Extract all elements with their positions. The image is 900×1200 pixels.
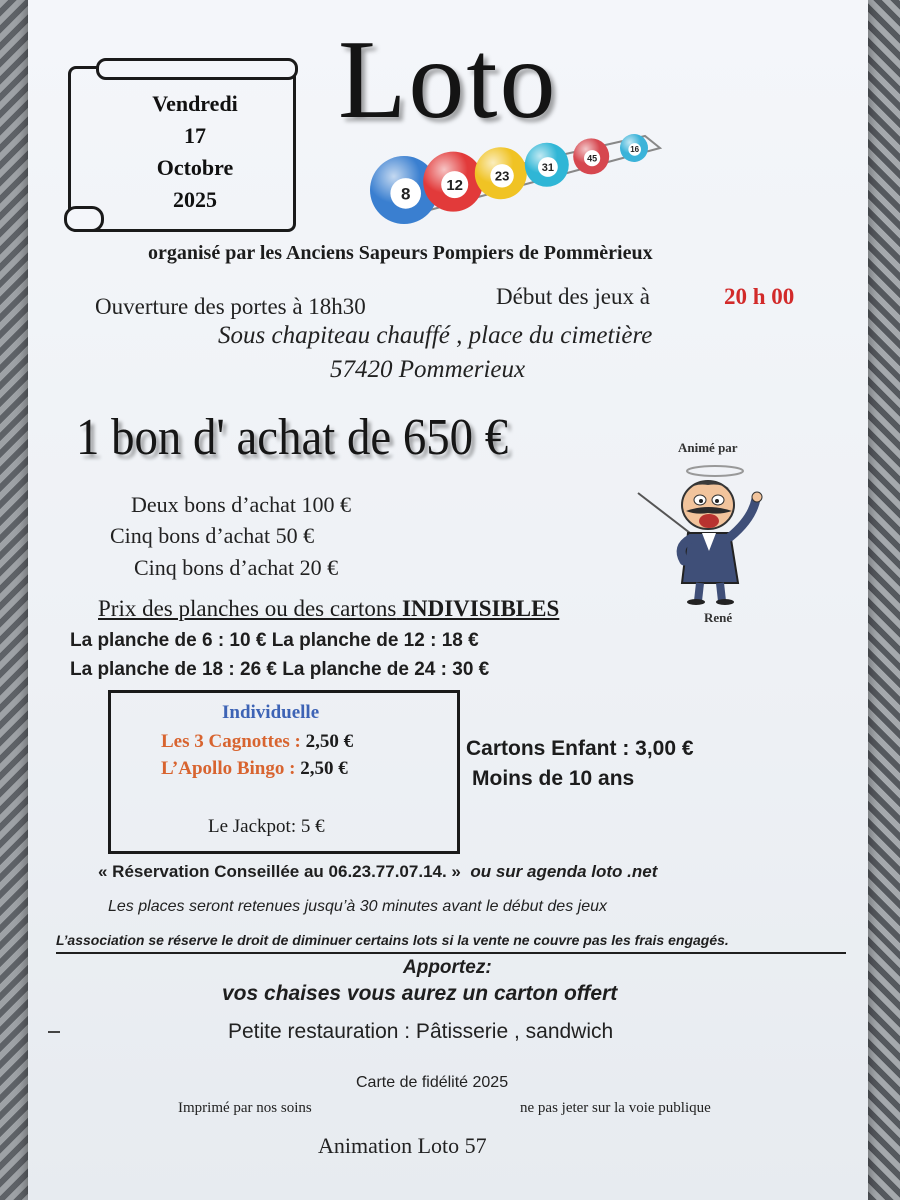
date-month: Octobre	[156, 155, 234, 180]
event-date	[100, 88, 290, 216]
venue-line: Sous chapiteau chauffé , place du cimetière	[218, 322, 653, 349]
planches-heading-text: Prix des planches ou des cartons	[98, 596, 397, 621]
main-prize: 1 bon d' achat de 650 €	[76, 409, 509, 466]
restauration-line: Petite restauration : Pâtisserie , sandwich	[228, 1020, 614, 1043]
lottery-ball-number: 16	[630, 144, 640, 154]
lottery-ball-icon	[620, 134, 648, 162]
planche-prices-line: La planche de 18 : 26 € La planche de 24 : 30 €	[70, 659, 490, 680]
prize-item: Cinq bons d’achat 20 €	[134, 555, 339, 580]
lottery-ball-number: 45	[587, 153, 598, 164]
chaises-offer: vos chaises vous aurez un carton offert	[222, 982, 618, 1005]
date-year: 2025	[173, 187, 217, 212]
prize-item: Deux bons d’achat 100 €	[131, 492, 351, 517]
apollo-line	[161, 758, 348, 780]
lottery-ball-number: 12	[446, 177, 464, 194]
apollo-label: L’Apollo Bingo :	[161, 758, 296, 779]
lottery-balls-illustration	[360, 126, 670, 226]
cartons-enfant: Cartons Enfant : 3,00 €	[466, 737, 694, 760]
games-start-label: Début des jeux à	[496, 284, 650, 309]
lottery-ball-number: 8	[400, 184, 411, 204]
planches-heading-emphasis: INDIVISIBLES	[402, 596, 560, 621]
prize-item: Cinq bons d’achat 50 €	[110, 523, 315, 548]
lottery-ball-number: 31	[541, 161, 555, 174]
fidelite-card: Carte de fidélité 2025	[356, 1074, 509, 1091]
stray-mark	[48, 1031, 60, 1033]
disposal-note: ne pas jeter sur la voie publique	[520, 1100, 711, 1116]
animation-footer: Animation Loto 57	[318, 1133, 487, 1158]
date-day: 17	[184, 123, 206, 148]
lottery-ball-icon	[525, 143, 569, 187]
reservation-website: ou sur agenda loto .net	[470, 862, 658, 881]
cagnottes-line	[161, 731, 353, 753]
jackpot-price: Le Jackpot: 5 €	[208, 816, 325, 837]
reservation-phone: « Réservation Conseillée au 06.23.77.07.14. »	[98, 862, 461, 881]
lottery-ball-number: 23	[494, 168, 510, 184]
association-note: L’association se réserve le droit de diminuer certains lots si la vente ne couvre pas les frais engagés.	[56, 932, 729, 948]
cagnottes-label: Les 3 Cagnottes :	[161, 731, 301, 752]
opening-time: Ouverture des portes à 18h30	[95, 294, 366, 319]
venue-postcode: 57420 Pommerieux	[330, 356, 526, 383]
games-start-time: 20 h 00	[724, 284, 795, 309]
apportez-heading: Apportez:	[403, 957, 492, 978]
host-name: René	[704, 610, 733, 625]
cagnottes-price: 2,50 €	[305, 731, 354, 752]
page-title: Loto	[338, 18, 558, 142]
lottery-ball-icon	[475, 147, 527, 199]
organiser-line: organisé par les Anciens Sapeurs Pompiers de Pommèrieux	[148, 242, 653, 264]
enfant-age-limit: Moins de 10 ans	[472, 767, 635, 790]
host-cartoon-icon	[630, 455, 780, 605]
lottery-ball-icon	[423, 152, 483, 212]
planches-heading	[98, 596, 559, 622]
association-underline	[56, 952, 846, 954]
scroll-curl-bottom	[64, 206, 104, 232]
places-note: Les places seront retenues jusqu’à 30 minutes avant le début des jeux	[108, 898, 607, 915]
apollo-price: 2,50 €	[300, 758, 348, 779]
date-day-name: Vendredi	[152, 91, 238, 116]
reservation-line	[98, 862, 657, 882]
planche-prices-line: La planche de 6 : 10 € La planche de 12 : 18 €	[70, 630, 479, 651]
printed-by: Imprimé par nos soins	[178, 1100, 312, 1116]
host-label: Animé par	[678, 440, 738, 455]
lottery-ball-icon	[573, 138, 609, 174]
scroll-curl-top	[96, 58, 298, 80]
individuelle-title: Individuelle	[222, 702, 320, 723]
